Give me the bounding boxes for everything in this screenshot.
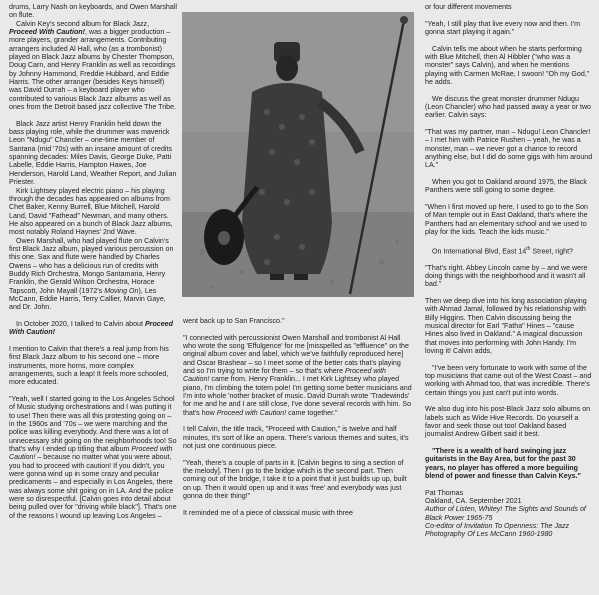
paragraph: Calvin tells me about when he starts performing with Blue Mitchell, then Al Hibbler ("who was a monster" says Calvin), and when he mentions playing with Carmen McRae, I swoon! "Oh my God," he adds. (425, 44, 590, 86)
column-left (9, 3, 177, 528)
paragraph: I mention to Calvin that there's a real jump from his first Black Jazz album to his second one – more instruments, more horns, more complex arrangements, such a leap! It feels more schooled, more educated. (9, 344, 169, 387)
paragraph: Then we deep dive into his long association playing with Ahmad Jamal, followed by his relationship with Billy Higgins. Then Calvin discussing being the musical director for Earl "Fatha" Hines – "cause Hines also lived in Oakland." A magical discussion that moves into performing with John Handy. I'm loving it! Calvin adds, (425, 296, 587, 356)
paragraph: "Yeah, there's a couple of parts in it. [Calvin begins to sing a section of the melody]. Then I go to the bridge which is the second part. Then coming out of the bridge, I take it to a point that it just builds up up, built on up. Then it would open up and it was 'free' and everybody was just gonna do their thing!" (183, 458, 407, 501)
paragraph: When you got to Oakland around 1975, the Black Panthers were still going to some degree. (425, 177, 587, 195)
paragraph: We also dug into his post-Black Jazz solo albums on labels such as Wide Hive Records. Do yourself a favor and seek those out too! Oakland based journalist Andrew Gilbert said it best. (425, 405, 591, 439)
paragraph: It reminded me of a piece of classical music with three (183, 508, 353, 517)
paragraph: "That was my partner, man – Ndugu! Leon Chancler! – I met him with Patrice Rushen – yeah, he was a monster, man – we never got a chance to record anything else, but I did do some gigs with him around LA." (425, 127, 593, 170)
musician-photo (182, 12, 414, 297)
paragraph: "I connected with percussionist Owen Marshall and trombonist Al Hall who wrote the song 'Effulgence' for me [misspelled as "effluence" on the original album cover and label, which we've faithfully reproduced here] and Oscar Brashear – so I meet some of the better cats that's playing and so I'm trying to write for them – so that's where Proceed with Caution! came from. Henry Franklin... I met Kirk Lightsey who played piano, I'm climbing the totem pole! I'm getting some better musicians and I'm into whole 'nother bracket of music. David Durrah wrote 'Tradewinds' for me and he and I are still close, I've done several records with him. So that's how Proceed with Caution! came together." (183, 333, 412, 417)
paragraph: went back up to San Francisco." (183, 317, 285, 325)
paragraph: "Yeah, well I started going to the Los Angeles School of Music studying orchestrations and I was putting it to use! Then there was all this protesting going on – in the 1960s and '70s – we were marching and the police was killing everybody. And there was a lot of unnecessary shit going on the neighborhoods too! So that's why I ended up titling that album Proceed with Caution! – because no matter what you were about, you had to proceed with caution! If you didn't, you were gonna wind up in some crazy and peculiar predicaments – and especially in Los Angeles, there was always some shit going on in LA. And the police were so disrespectful. [Calvin goes into detail about being pulled over for "driving while black"]. That's one of the reasons I wound up leaving Los Angeles – (9, 394, 177, 520)
author-signature: Pat Thomas Oakland, CA. September 2021 Author of Listen, Whitey! The Sights and Sounds of Black Power 1965-75 Co-editor of Invitation To Openness: The Jazz Photography Of Les McCann 1960-1980 (425, 488, 586, 539)
pull-quote: "There is a wealth of hard swinging jazz guitarists in the Bay Area, but for the past 30 years, no player has offered a more beguiling blend of power and finesse than Calvin Keys." (425, 447, 581, 480)
paragraph: "That's right. Abbey Lincoln came by – and we were doing things with the neighborhood and it wasn't all bad." (425, 263, 588, 289)
musician-with-staff-and-guitar-photo (182, 12, 414, 297)
paragraph: "I've been very fortunate to work with some of the top musicians that came out of the West Coast – and working with Ahmad too, that was incredible. There's certain things you just can't put into words. (425, 363, 592, 397)
paragraph: We discuss the great monster drummer Ndugu (Leon Chancler) who had passed away a year or two earlier. Calvin says: (425, 94, 592, 120)
column-middle (183, 317, 413, 525)
paragraph: I tell Calvin, the title track, "Proceed with Caution," is twelve and half minutes, it's sort of like an opera. There's various themes and suites, it's not just one continuous piece. (183, 425, 409, 451)
paragraph: Calvin Key's second album for Black Jazz, Proceed With Caution!, was a bigger production – more players, grander arrangements. Contributing arrangers included Al Hall, who (as a trombonist) played on Black Jazz albums by Chester Thompson, Doug Carn, and Henry Franklin as well as recordings by Johnny Hammond, Freddie Hubbard, and Eddie Harris. The other arranger (besides Keys himself) was David Durrah – a keyboard player who contributed to various Black Jazz albums as well as ones from the Detroit based jazz collective The Tribe. (9, 19, 177, 112)
paragraph: In October 2020, I talked to Calvin about Proceed With Caution! (9, 319, 173, 337)
paragraph: Black Jazz artist Henry Franklin held down the bass playing role, while the drummer was maverick Leon "Ndugu" Chancler – one-time member of Santana (mid '70s) with an insane amount of credits spanning decades: Miles Davis, George Duke, Patti Labelle, Eddie Harris, Hampton Hawes, Joe Henderson, Harold Land, Weather Report, and Julian Priester. (9, 119, 177, 187)
paragraph: On International Blvd, East 14th Street, right? (432, 245, 574, 255)
paragraph: or four different movements (425, 3, 512, 11)
paragraph: drums, Larry Nash on keyboards, and Owen Marshall on flute. (9, 3, 177, 20)
paragraph: Owen Marshall, who had played flute on Calvin's first Black Jazz album, played various percussion on this one. Sax and flute were handled by Charles Owens – who has a delicious run of credits with Buddy Rich Orchestra, Mongo Santamaria, Henry Franklin, the Gerald Wilson Orchestra, Horace Tapscott, John Mayall (1972's Moving On), Les McCann, Eddie Harris, Terry Callier, Marvin Gaye, and Dr. John. (9, 236, 174, 312)
column-right (425, 3, 593, 539)
paragraph: Kirk Lightsey played electric piano – his playing through the decades has appeared on albums from Chet Baker, Kenny Burrell, Blue Mitchell, Harold Land, David "Fathead" Newman, and many others. He also appeared on a bunch of Black Jazz albums, most notably Roland Haynes' 2nd Wave. (9, 186, 173, 237)
paragraph: "When I first moved up here, I used to go to the Son of Man temple out in East Oakland, that's where the Panthers had an elementary school and we used to play for the kids. Teach the kids music." (425, 202, 589, 236)
paragraph: "Yeah, I still play that live every now and then. I'm gonna start playing it again." (425, 19, 581, 36)
